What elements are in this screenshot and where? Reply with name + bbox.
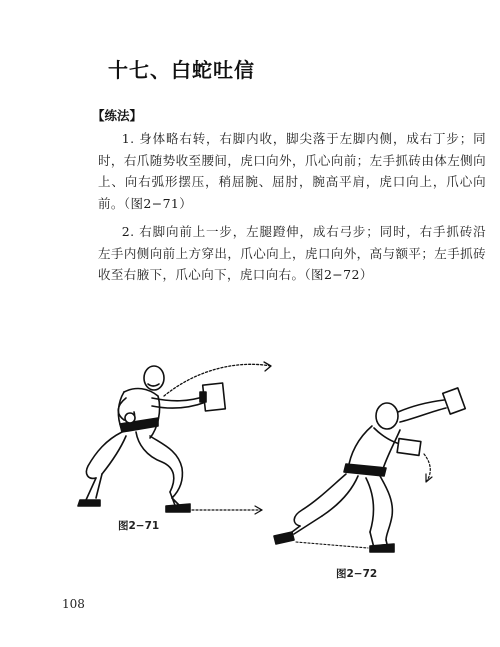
instruction-paragraph-1: 1. 身体略右转，右脚内收，脚尖落于左脚内侧，成右丁步；同时，右爪随势收至腰间，虎口向外，爪心向前；左手抓砖由体左侧向上、向右弧形摆压，稍屈腕、屈肘，腕高平肩，虎口向上，爪心向前。（图2−71）: [98, 131, 486, 211]
section-title: 十七、白蛇吐信: [108, 58, 255, 82]
instruction-paragraph-2: 2. 右脚向前上一步，左腿蹬伸，成右弓步；同时，右手抓砖沿左手内侧向前上方穿出，爪心向上，虎口向外，高与额平；左手抓砖收至右腋下，爪心向下，虎口向右。（图2−72）: [98, 224, 486, 282]
page-number: 108: [62, 597, 85, 611]
figure-2-71-caption: 图2−71: [118, 520, 160, 532]
practice-method-label: 【练法】: [92, 108, 143, 123]
figure-2-72-illustration: [262, 382, 472, 562]
figure-2-72-caption: 图2−72: [336, 568, 378, 580]
